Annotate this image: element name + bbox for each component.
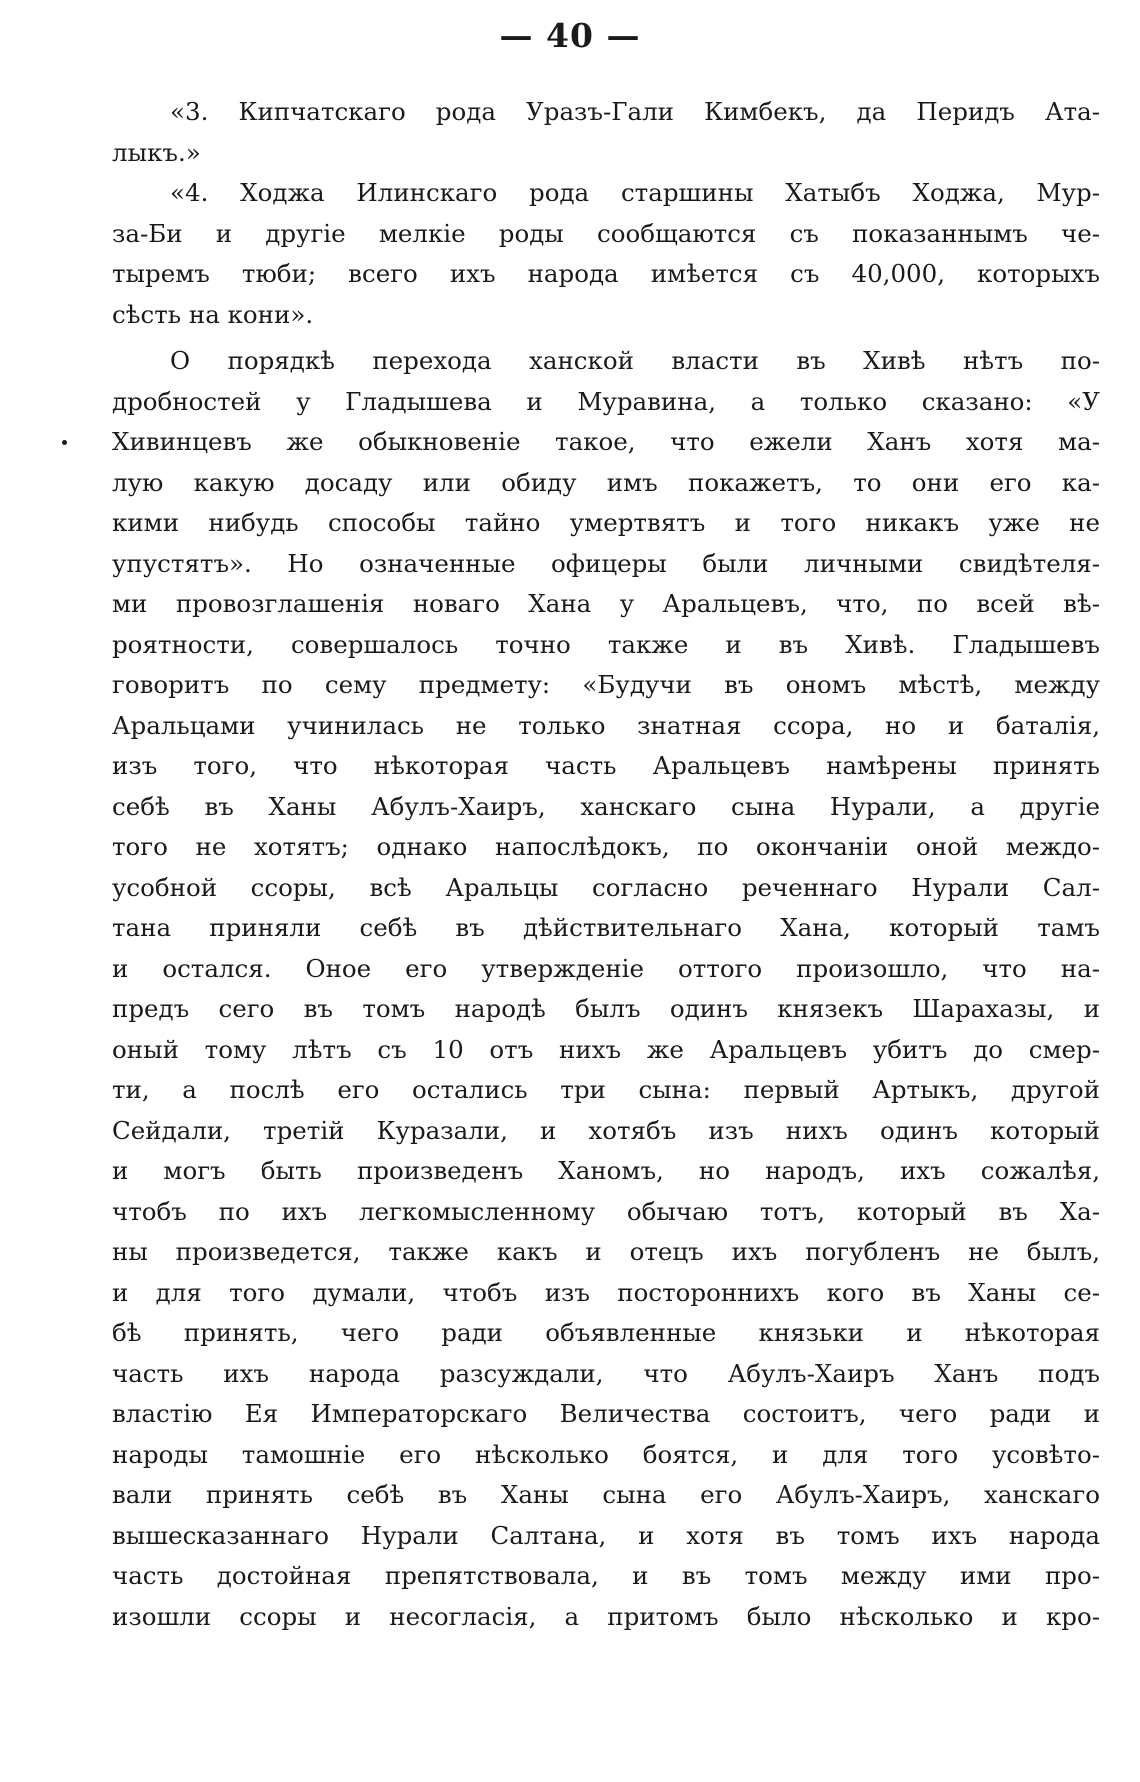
text-line: изъ того, что нѣкоторая часть Аральцевъ намѣрены принять — [112, 751, 1100, 780]
text-line: ми провозглашенія новаго Хана у Аральцевъ, что, по всей вѣ- — [112, 589, 1100, 618]
text-line: ны произведется, также какъ и отецъ ихъ погубленъ не былъ, — [112, 1237, 1100, 1266]
text-line: тана приняли себѣ въ дѣйствительнаго Хана, который тамъ — [112, 913, 1100, 942]
text-line: роятности, совершалось точно также и въ Хивѣ. Гладышевъ — [112, 629, 1100, 659]
text-line: и для того думали, чтобъ изъ постороннихъ кого въ Ханы се- — [112, 1277, 1100, 1307]
text-line: изошли ссоры и несогласія, а притомъ было нѣсколько и кро- — [112, 1601, 1100, 1631]
body-text — [112, 92, 1100, 1637]
text-line: «3. Кипчатскаго рода Уразъ-Гали Кимбекъ, да Перидъ Ата- — [170, 97, 1100, 126]
page-number: — 40 — — [499, 16, 641, 55]
text-line: часть ихъ народа разсуждали, что Абулъ-Хаиръ Ханъ подъ — [112, 1358, 1100, 1388]
text-line: оный тому лѣтъ съ 10 отъ нихъ же Аральцевъ убитъ до смер- — [112, 1034, 1100, 1064]
text-line: кими нибудь способы тайно умертвятъ и того никакъ уже не — [112, 508, 1100, 537]
text-line: за-Би и другіе мелкіе роды сообщаются съ показаннымъ че- — [112, 218, 1100, 248]
text-line: говоритъ по сему предмету: «Будучи въ ономъ мѣстѣ, между — [112, 670, 1100, 699]
text-line: Сейдали, третій Куразали, и хотябъ изъ нихъ одинъ который — [112, 1115, 1100, 1145]
text-line: упустятъ». Но означенные офицеры были личными свидѣтеля- — [112, 548, 1100, 578]
text-line: усобной ссоры, всѣ Аральцы согласно реченнаго Нурали Сал- — [112, 872, 1100, 902]
text-line: Аральцами учинилась не только знатная ссора, но и баталія, — [112, 710, 1100, 740]
text-line: себѣ въ Ханы Абулъ-Хаиръ, ханскаго сына Нурали, а другіе — [112, 791, 1100, 821]
text-line: того не хотятъ; однако напослѣдокъ, по окончаніи оной междо- — [112, 832, 1100, 861]
text-line: бѣ принять, чего ради объявленные князьки и нѣкоторая — [112, 1318, 1100, 1347]
text-line: вали принять себѣ въ Ханы сына его Абулъ-Хаиръ, ханскаго — [112, 1480, 1100, 1509]
text-line: чтобъ по ихъ легкомысленному обычаю тотъ, который въ Ха- — [112, 1196, 1100, 1226]
text-line: народы тамошніе его нѣсколько боятся, и для того усовѣто- — [112, 1439, 1100, 1469]
text-line: сѣсть на кони». — [112, 299, 314, 329]
text-line: и остался. Оное его утвержденіе оттого произошло, что на- — [112, 953, 1100, 983]
text-line: вышесказаннаго Нурали Салтана, и хотя въ томъ ихъ народа — [112, 1520, 1100, 1550]
text-line: тыремъ тюби; всего ихъ народа имѣется съ 40,000, которыхъ — [112, 259, 1100, 288]
text-line: ти, а послѣ его остались три сына: первый Артыкъ, другой — [112, 1075, 1100, 1104]
text-line: и могъ быть произведенъ Ханомъ, но народъ, ихъ сожалѣя, — [112, 1156, 1100, 1185]
text-line: Хивинцевъ же обыкновеніе такое, что ежели Ханъ хотя ма- — [112, 427, 1100, 456]
text-line: часть достойная препятствовала, и въ томъ между ими про- — [112, 1561, 1100, 1590]
text-line: властію Ея Императорскаго Величества состоитъ, чего ради и — [112, 1399, 1100, 1428]
text-line: О порядкѣ перехода ханской власти въ Хивѣ нѣтъ по- — [170, 346, 1100, 375]
text-line: дробностей у Гладышева и Муравина, а только сказано: «У — [112, 386, 1100, 416]
margin-mark — [62, 440, 67, 445]
text-line: предъ сего въ томъ народѣ былъ одинъ князекъ Шарахазы, и — [112, 994, 1100, 1023]
text-line: «4. Ходжа Илинскаго рода старшины Хатыбъ Ходжа, Мур- — [170, 178, 1100, 207]
text-line: лую какую досаду или обиду имъ покажетъ, то они его ка- — [112, 467, 1100, 497]
text-line: лыкъ.» — [112, 137, 201, 167]
